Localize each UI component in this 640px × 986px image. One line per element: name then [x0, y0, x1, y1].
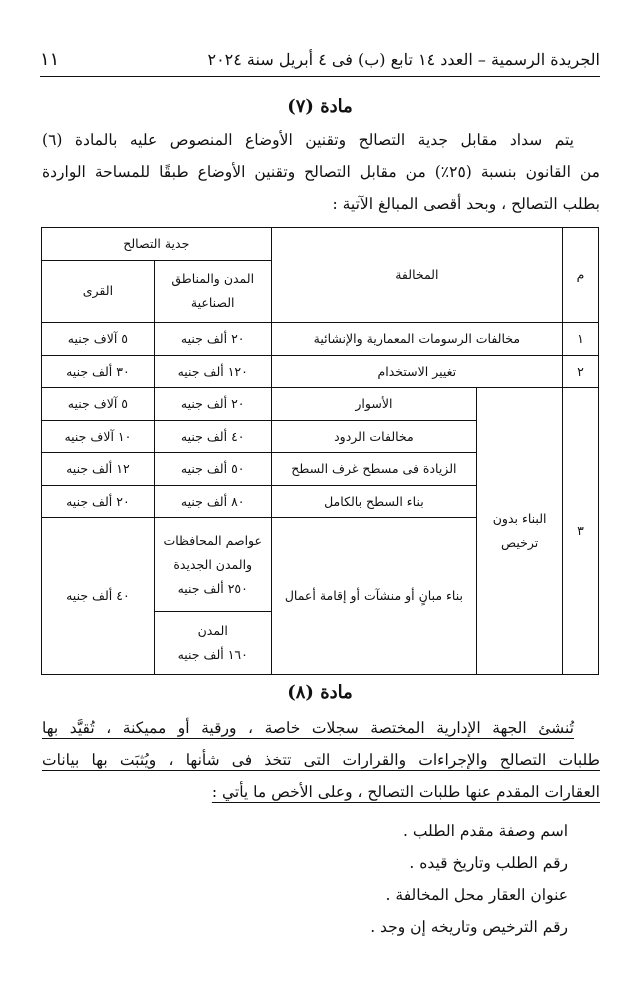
row-cities-value: ٤٠ ألف جنيه	[154, 420, 271, 453]
cities-label: المدن	[197, 622, 228, 638]
row-num: ٣	[563, 388, 599, 675]
cities-cell	[154, 611, 271, 674]
row-num: ١	[563, 323, 599, 356]
article-7-line-3: بطلب التصالح ، وبحد أقصى المبالغ الآتية :	[332, 195, 600, 213]
gazette-title: الجريدة الرسمية – العدد ١٤ تابع (ب) فى ٤ أبريل سنة ٢٠٢٤	[207, 49, 600, 69]
row-cities-value: ١٢٠ ألف جنيه	[154, 355, 271, 388]
article-8-line-1: تُنشئ الجهة الإدارية المختصة سجلات خاصة ، ورقية أو مميكنة ، تُقيَّد بها	[42, 719, 574, 737]
capitals-label: عواصم المحافظات والمدن الجديدة	[163, 532, 262, 572]
article-8-text	[42, 712, 600, 808]
list-item: رقم الطلب وتاريخ قيده .	[409, 854, 568, 872]
row-violation: الأسوار	[271, 388, 477, 421]
capitals-cell	[154, 518, 271, 611]
cities-value: ١٦٠ ألف جنيه	[177, 646, 248, 662]
article-7-text	[42, 124, 600, 220]
fees-table	[41, 227, 599, 675]
row-violation: تغيير الاستخدام	[271, 355, 562, 388]
row-violation: بناء السطح بالكامل	[271, 485, 477, 518]
row-villages-value: ٣٠ ألف جنيه	[42, 355, 155, 388]
row-villages-value: ٥ آلاف جنيه	[42, 388, 155, 421]
row-cities-value: ٥٠ ألف جنيه	[154, 453, 271, 486]
article-8-line-3: العقارات المقدم عنها طلبات التصالح ، وعلى الأخص ما يأتي :	[211, 783, 600, 801]
capitals-value: ٢٥٠ ألف جنيه	[177, 580, 248, 596]
table-row	[42, 323, 599, 356]
row-villages-value: ٤٠ ألف جنيه	[42, 518, 155, 675]
header-violation: المخالفة	[271, 228, 562, 323]
row-violation: مخالفات الردود	[271, 420, 477, 453]
row-violation: بناء مبانٍ أو منشآت أو إقامة أعمال	[271, 518, 477, 675]
row-cities-value: ٢٠ ألف جنيه	[154, 323, 271, 356]
article-7-line-2: من القانون بنسبة (٢٥٪) من مقابل التصالح وتقنين الأوضاع طبقًا للمساحة الواردة	[42, 163, 600, 181]
header-cities: المدن والمناطق الصناعية	[154, 260, 271, 323]
article-8-title: مادة (٨)	[287, 682, 353, 703]
row-villages-value: ١٠ آلاف جنيه	[42, 420, 155, 453]
row-villages-value: ٥ آلاف جنيه	[42, 323, 155, 356]
list-item: اسم وصفة مقدم الطلب .	[402, 822, 568, 840]
header-num: م	[563, 228, 599, 323]
row-cities-value: ٢٠ ألف جنيه	[154, 388, 271, 421]
row-num: ٢	[563, 355, 599, 388]
header-seriousness: جدية التصالح	[42, 228, 272, 261]
article-7-line-1: يتم سداد مقابل جدية التصالح وتقنين الأوضاع المنصوص عليه بالمادة (٦)	[42, 131, 574, 149]
list-item: عنوان العقار محل المخالفة .	[385, 886, 568, 904]
row-cities-value: ٨٠ ألف جنيه	[154, 485, 271, 518]
row-violation: مخالفات الرسومات المعمارية والإنشائية	[271, 323, 562, 356]
required-data-list	[370, 815, 568, 943]
group-label: البناء بدون ترخيص	[477, 388, 563, 675]
list-item: رقم الترخيص وتاريخه إن وجد .	[370, 918, 568, 936]
table-row	[42, 355, 599, 388]
row-villages-value: ١٢ ألف جنيه	[42, 453, 155, 486]
row-violation: الزيادة فى مسطح غرف السطح	[271, 453, 477, 486]
page-number: ١١	[40, 48, 60, 70]
article-8-line-2: طلبات التصالح والإجراءات والقرارات التى تتخذ فى شأنها ، ويُثبَت بها بيانات	[42, 751, 600, 769]
table-row	[42, 388, 599, 421]
article-7-title: مادة (٧)	[287, 96, 353, 117]
page-header	[40, 42, 600, 77]
row-villages-value: ٢٠ ألف جنيه	[42, 485, 155, 518]
header-villages: القرى	[42, 260, 155, 323]
